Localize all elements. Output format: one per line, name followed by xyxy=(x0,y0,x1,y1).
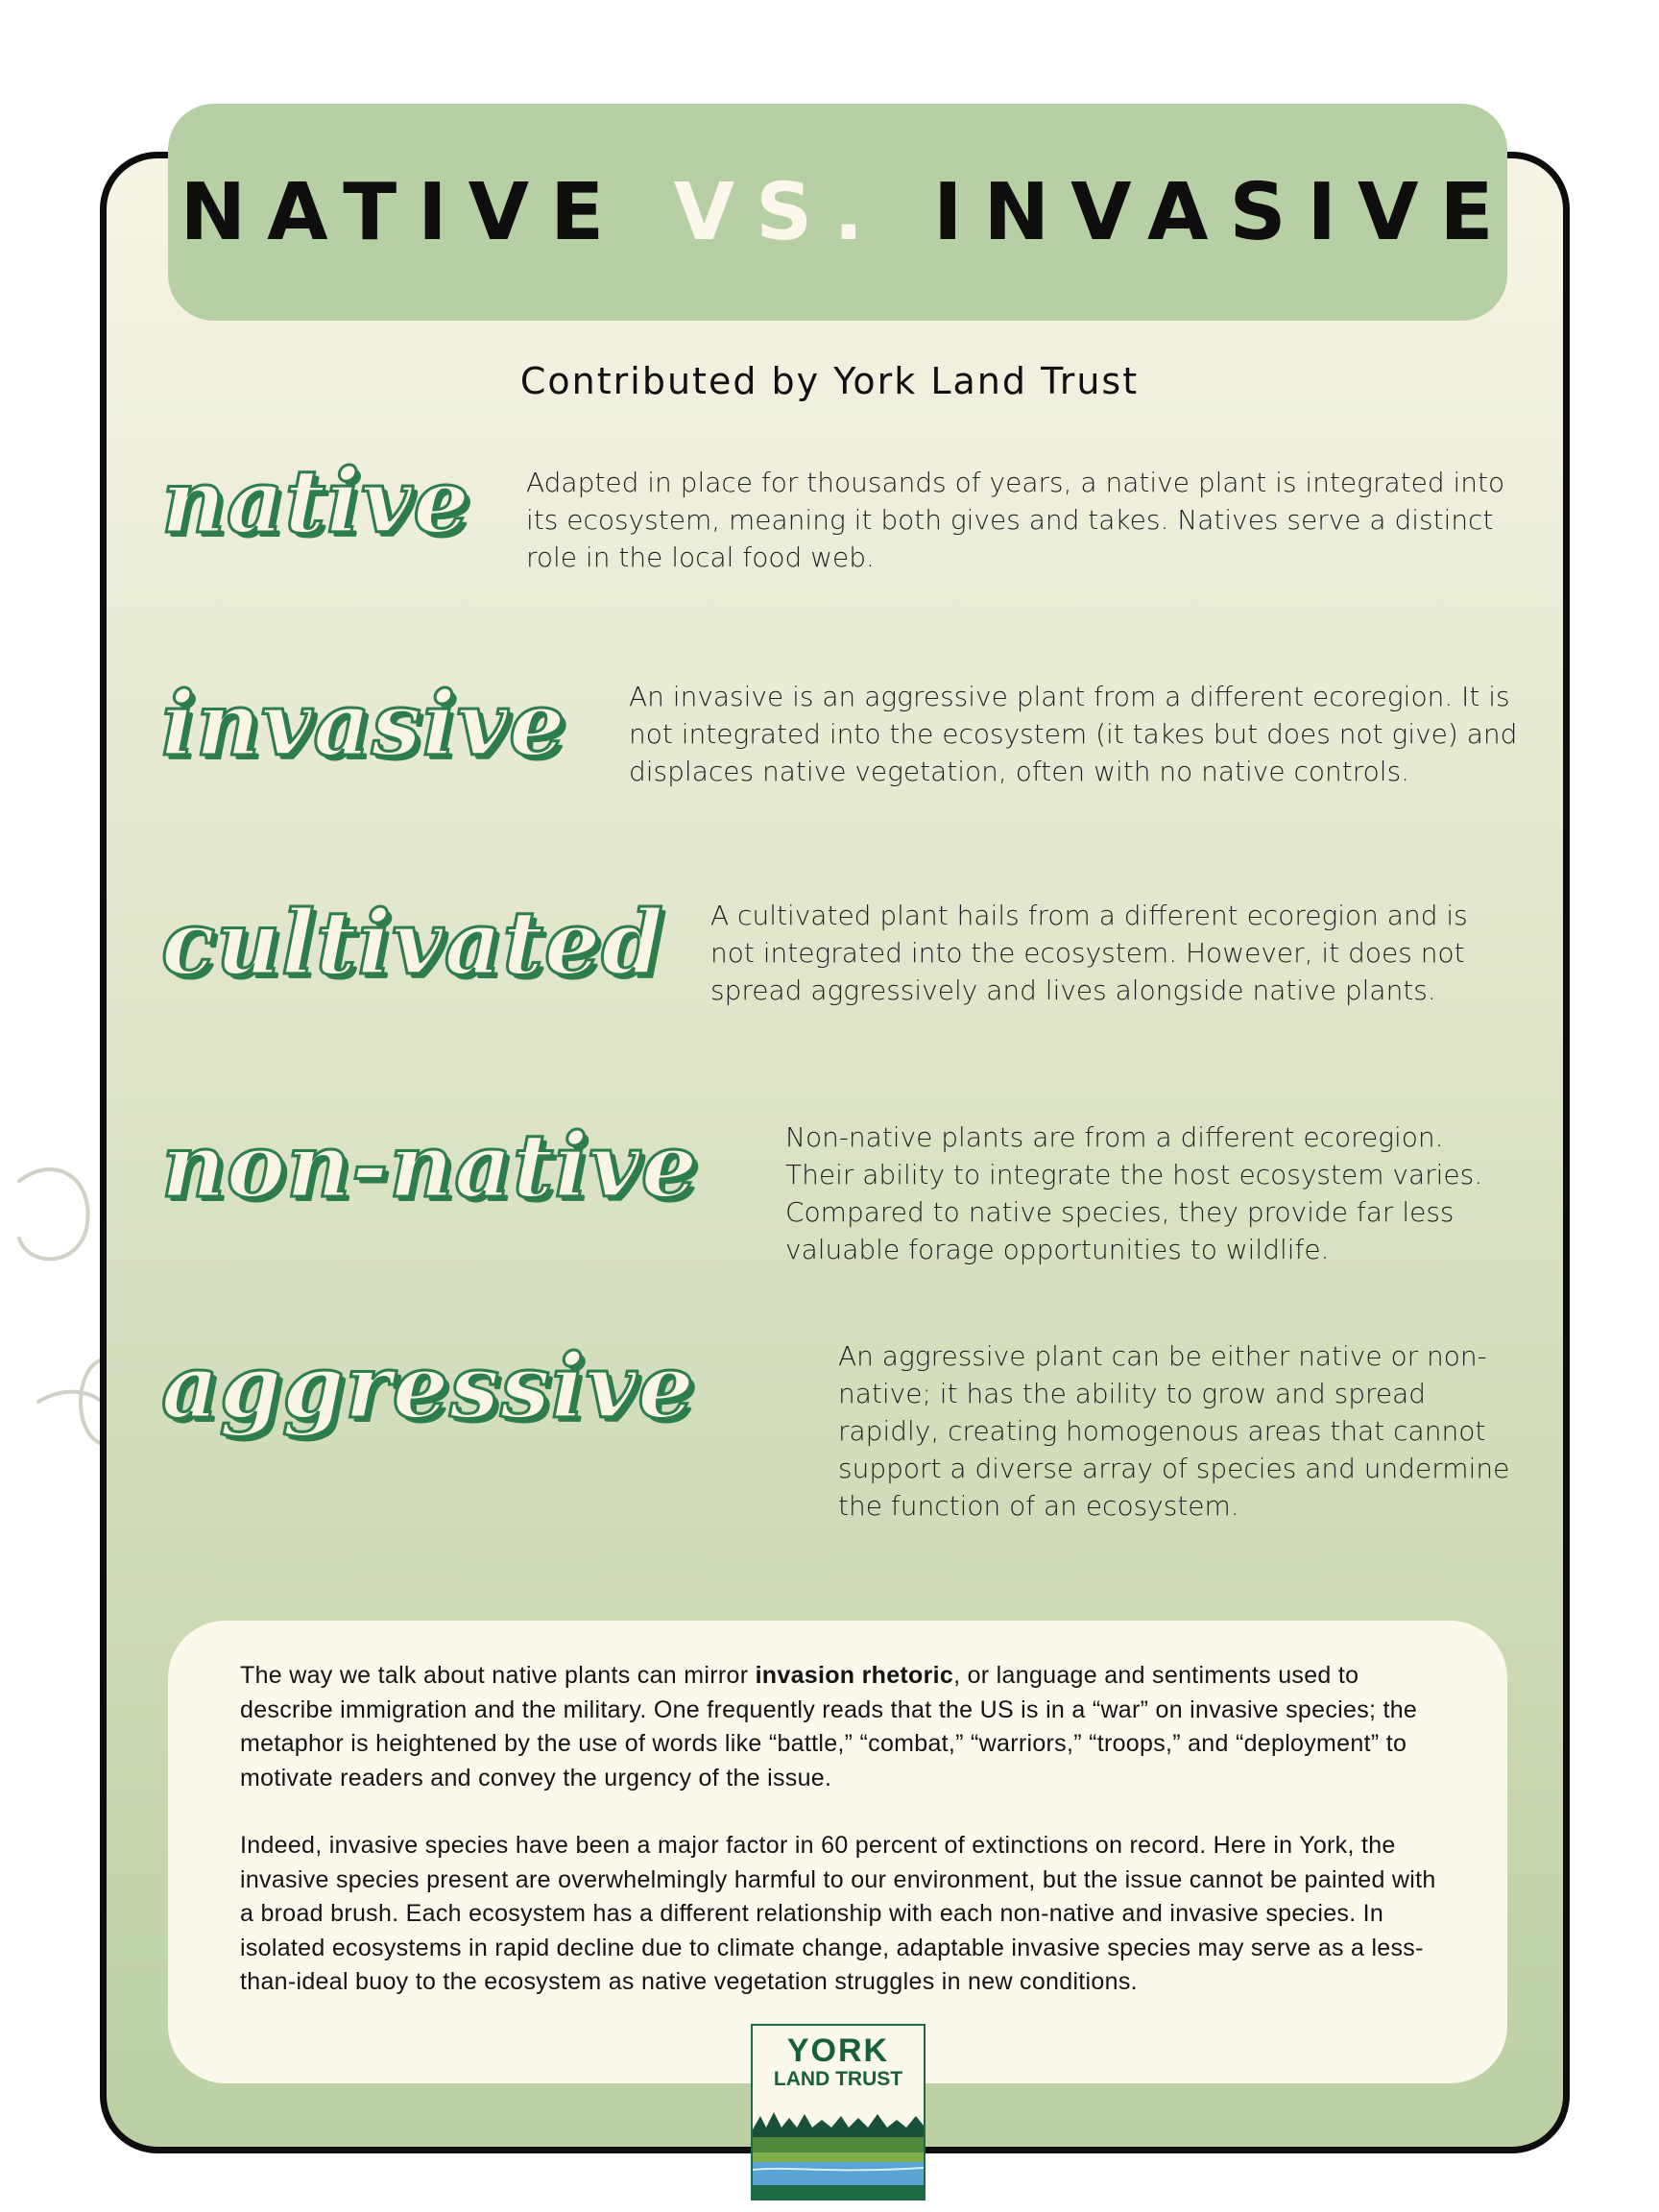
rhetoric-note-box xyxy=(168,1621,1507,2083)
landscape-logo-icon xyxy=(753,2095,924,2200)
page-title xyxy=(180,167,1515,258)
definition-native: Adapted in place for thousands of years, a native plant is integrated into its ecosystem, meaning it both gives and takes. Natives serve a distinct role in the local food web. xyxy=(526,467,1505,573)
definition-cultivated: A cultivated plant hails from a different ecoregion and is not integrated into the ecosystem. However, it does not spread aggressively and lives alongside native plants. xyxy=(710,900,1468,1006)
york-land-trust-logo xyxy=(751,2024,926,2200)
note-p1-start: The way we talk about native plants can mirror xyxy=(240,1662,756,1689)
note-p1-end: , or language and sentiments used to describe immigration and the military. One frequently reads that the US is in a “war” on invasive species; the metaphor is heightened by the use of words like “battle,” “combat,” “warriors,” “troops,” and “deployment” to motivate readers and convey the urgency of the issue. xyxy=(240,1662,1418,1791)
definition-invasive: An invasive is an aggressive plant from a different ecoregion. It is not integrated into the ecosystem (it takes but does not give) and displaces native vegetation, often with no native controls. xyxy=(629,681,1518,787)
note-paragraph-1 xyxy=(240,1659,1445,1795)
term-native: native xyxy=(161,449,470,553)
note-p1-bold: invasion rhetoric xyxy=(755,1662,954,1689)
logo-land-trust-text: LAND TRUST xyxy=(773,2068,903,2090)
title-invasive: INVASIVE xyxy=(932,166,1515,258)
title-native: NATIVE xyxy=(180,166,626,258)
term-invasive: invasive xyxy=(161,672,566,776)
note-text xyxy=(240,1659,1445,2000)
title-vs: VS. xyxy=(673,166,885,258)
term-non-native: non-native xyxy=(161,1114,699,1217)
definition-non-native: Non-native plants are from a different ecoregion. Their ability to integrate the host ecosystem varies. Compared to native species, they provide far less valuable forage opportunities to wildlife. xyxy=(785,1121,1483,1265)
logo-york-text: YORK xyxy=(786,2032,890,2069)
contributor-line: Contributed by York Land Trust xyxy=(519,360,1140,402)
title-banner xyxy=(168,104,1515,321)
definition-aggressive: An aggressive plant can be either native or non-native; it has the ability to grow and spread rapidly, creating homogenous areas that cannot support a diverse array of species and undermine the function of an ecosystem. xyxy=(838,1340,1510,1522)
term-aggressive: aggressive xyxy=(161,1334,695,1438)
term-cultivated: cultivated xyxy=(161,891,664,995)
note-paragraph-2: Indeed, invasive species have been a major factor in 60 percent of extinctions on record. Here in York, the invasive species present are overwhelmingly harmful to our environment, but the issue cannot be painted with a broad brush. Each ecosystem has a different relationship with each non-native and invasive species. In isolated ecosystems in rapid decline due to climate change, adaptable invasive species may serve as a less-than-ideal buoy to the ecosystem as native vegetation struggles in new conditions. xyxy=(240,1832,1436,1995)
